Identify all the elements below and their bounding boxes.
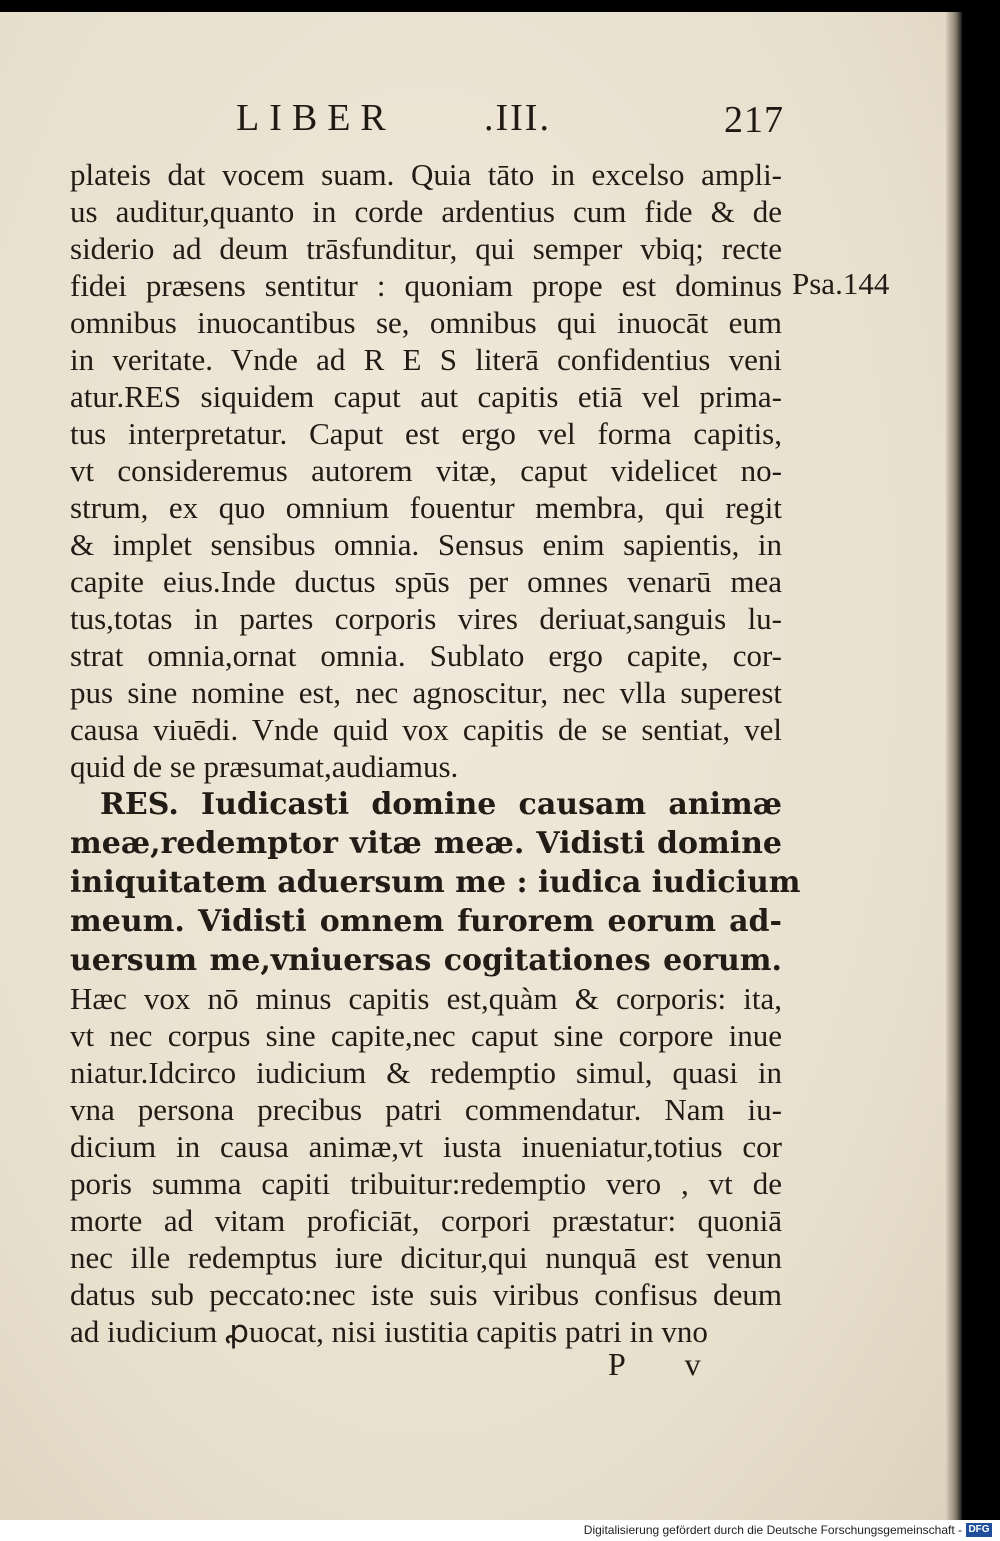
- dfg-logo: DFG: [966, 1523, 992, 1537]
- responsory-line: RES. Iudicasti domine causam animæ: [100, 787, 782, 822]
- text-line: in veritate. Vnde ad R E S literā confidentius veni: [70, 342, 782, 377]
- text-line: fidei præsens sentitur : quoniam prope est dominus: [70, 268, 782, 303]
- text-line: pus sine nomine est, nec agnoscitur, nec vlla superest: [70, 675, 782, 710]
- text-line: tus,totas in partes corporis vires deriuat,sanguis lu-: [70, 601, 782, 636]
- text-line: dicium in causa animæ,vt iusta inueniatur,totius cor: [70, 1129, 782, 1164]
- text-line: ad iudicium ꝓuocat, nisi iustitia capitis patri in vno: [70, 1314, 708, 1349]
- responsory-line: iniquitatem aduersum me : iudica iudicium: [70, 865, 801, 900]
- text-line: capite eius.Inde ductus spūs per omnes venarū mea: [70, 564, 782, 599]
- text-line: & implet sensibus omnia. Sensus enim sapientis, in: [70, 527, 782, 562]
- text-line: vt consideremus autorem vitæ, caput videlicet no-: [70, 453, 782, 488]
- text-line: vt nec corpus sine capite,nec caput sine corpore inue: [70, 1018, 782, 1053]
- text-line: siderio ad deum trāsfunditur, qui semper vbiq; recte: [70, 231, 782, 266]
- text-line: plateis dat vocem suam. Quia tāto in excelso ampli-: [70, 157, 782, 192]
- text-line: nec ille redemptus iure dicitur,qui nunquā est venun: [70, 1240, 782, 1275]
- text-line: causa viuēdi. Vnde quid vox capitis de se sentiat, vel: [70, 712, 782, 747]
- footer-bar: [0, 1520, 1000, 1541]
- body-text: [70, 156, 801, 1350]
- text-line: datus sub peccato:nec iste suis viribus confisus deum: [70, 1277, 782, 1312]
- responsory-line: uersum me,vniuersas cogitationes eorum.: [70, 943, 782, 978]
- text-line: poris summa capiti tribuitur:redemptio vero , vt de: [70, 1166, 782, 1201]
- text-line: strum, ex quo omnium fouentur membra, qui regit: [70, 490, 782, 525]
- text-line: us auditur,quanto in corde ardentius cum fide & de: [70, 194, 782, 229]
- page-edge: [946, 12, 962, 1520]
- text-line: strat omnia,ornat omnia. Sublato ergo capite, cor-: [70, 638, 782, 673]
- text-line: niatur.Idcirco iudicium & redemptio simul, quasi in: [70, 1055, 782, 1090]
- running-head-book-number: .III.: [484, 97, 551, 139]
- text-line: tus interpretatur. Caput est ergo vel forma capitis,: [70, 416, 782, 451]
- margin-note: Psa.144: [792, 266, 890, 301]
- page-number: 217: [724, 99, 784, 141]
- text-line: quid de se præsumat,audiamus.: [70, 749, 459, 784]
- text-line: omnibus inuocantibus se, omnibus qui inuocāt eum: [70, 305, 782, 340]
- running-head-title: LIBER: [236, 97, 396, 139]
- book-page: [0, 12, 946, 1520]
- text-line: atur.RES siquidem caput aut capitis etiā vel prima-: [70, 379, 782, 414]
- signature-mark: P v: [608, 1346, 727, 1382]
- funding-credit: Digitalisierung gefördert durch die Deutsche Forschungsgemeinschaft -: [583, 1523, 962, 1537]
- running-head: [236, 96, 784, 146]
- text-line: morte ad vitam proficiāt, corpori præstatur: quoniā: [70, 1203, 782, 1238]
- responsory-line: meum. Vidisti omnem furorem eorum ad-: [70, 904, 782, 939]
- text-line: Hæc vox nō minus capitis est,quàm & corporis: ita,: [70, 981, 782, 1016]
- text-line: vna persona precibus patri commendatur. Nam iu-: [70, 1092, 782, 1127]
- responsory-line: meæ,redemptor vitæ meæ. Vidisti domine: [70, 826, 782, 861]
